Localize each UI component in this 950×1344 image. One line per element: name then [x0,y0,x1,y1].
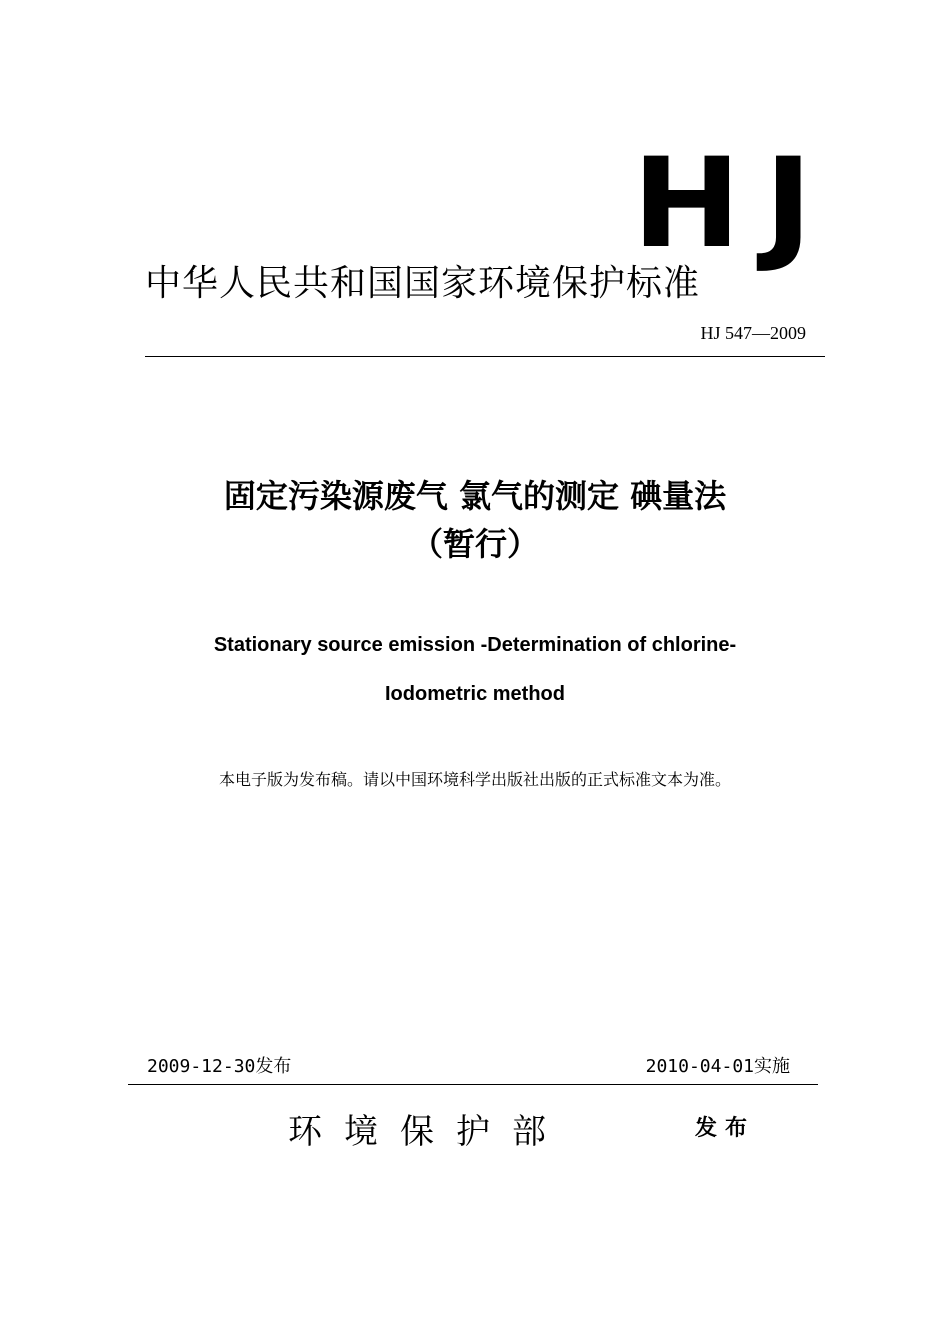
chinese-title-line-2: （暂行） [410,525,539,563]
chinese-title-line-1: 固定污染源废气 氯气的测定 碘量法 [223,477,727,515]
issue-date: 2009-12-30发布 [147,1056,292,1077]
header-divider [145,356,825,357]
standard-type-heading: 中华人民共和国国家环境保护标准 [145,263,701,304]
english-title-line-2: Iodometric method [384,683,565,705]
edition-notice: 本电子版为发布稿。请以中国环境科学出版社出版的正式标准文本为准。 [218,770,731,789]
footer-divider [128,1084,818,1085]
publisher-name: 环境保护部 [288,1112,568,1152]
standard-number: HJ 547—2009 [700,323,806,343]
effective-date: 2010-04-01实施 [645,1056,790,1077]
hj-logo: HJ [632,132,836,276]
publish-label: 发布 [695,1116,756,1141]
english-title-line-1: Stationary source emission -Determination of chlorine- [213,634,737,656]
